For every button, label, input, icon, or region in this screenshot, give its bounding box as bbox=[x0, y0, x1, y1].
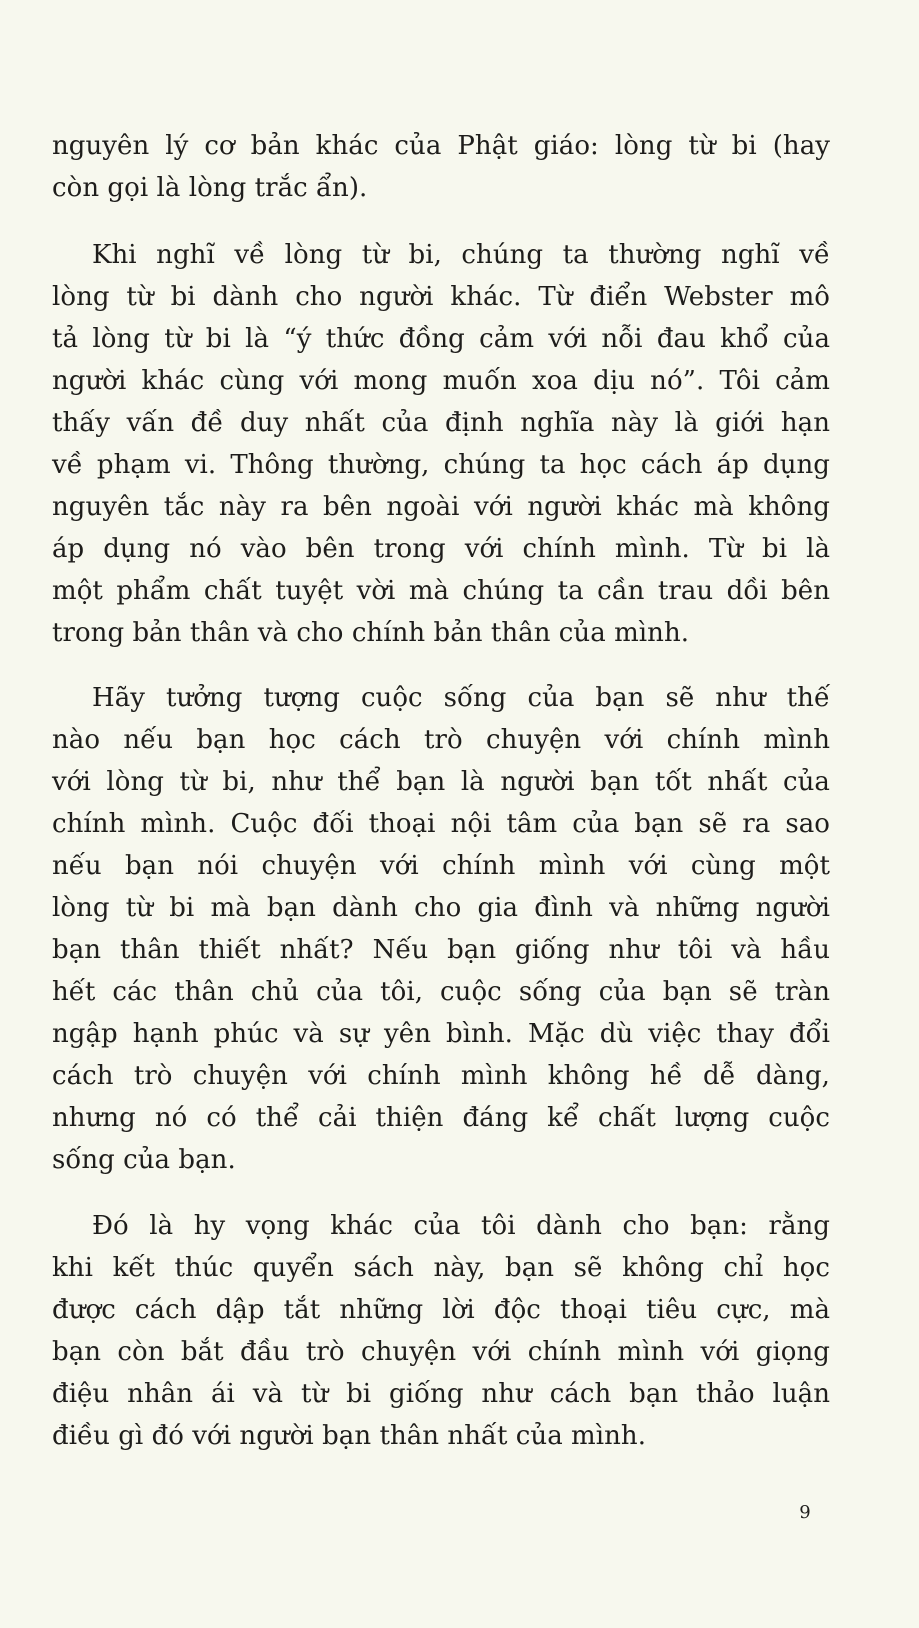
text-line: Khi nghĩ về lòng từ bi, chúng ta thường nghĩ về bbox=[92, 240, 830, 270]
text-line: một phẩm chất tuyệt vời mà chúng ta cần trau dồi bên bbox=[52, 576, 830, 606]
text-line: tả lòng từ bi là “ý thức đồng cảm với nỗi đau khổ của bbox=[52, 324, 830, 354]
text-line: với lòng từ bi, như thể bạn là người bạn tốt nhất của bbox=[52, 767, 830, 797]
text-line: Đó là hy vọng khác của tôi dành cho bạn: rằng bbox=[92, 1211, 830, 1241]
text-line: sống của bạn. bbox=[52, 1145, 236, 1175]
text-line: trong bản thân và cho chính bản thân của mình. bbox=[52, 618, 690, 648]
text-line: được cách dập tắt những lời độc thoại tiêu cực, mà bbox=[52, 1295, 830, 1325]
page-number: 9 bbox=[799, 1502, 811, 1523]
text-line: người khác cùng với mong muốn xoa dịu nó”. Tôi cảm bbox=[52, 366, 830, 396]
text-line: bạn thân thiết nhất? Nếu bạn giống như tôi và hầu bbox=[52, 935, 830, 965]
text-line: nếu bạn nói chuyện với chính mình với cùng một bbox=[52, 851, 830, 881]
text-line: lòng từ bi dành cho người khác. Từ điển Webster mô bbox=[52, 282, 830, 312]
text-line: ngập hạnh phúc và sự yên bình. Mặc dù việc thay đổi bbox=[52, 1019, 830, 1049]
text-line: hết các thân chủ của tôi, cuộc sống của bạn sẽ tràn bbox=[52, 977, 830, 1007]
text-line: bạn còn bắt đầu trò chuyện với chính mình với giọng bbox=[52, 1337, 830, 1367]
text-line: điệu nhân ái và từ bi giống như cách bạn thảo luận bbox=[52, 1379, 830, 1409]
text-line: lòng từ bi mà bạn dành cho gia đình và những người bbox=[52, 893, 830, 923]
text-line: còn gọi là lòng trắc ẩn). bbox=[52, 173, 368, 203]
text-line: chính mình. Cuộc đối thoại nội tâm của bạn sẽ ra sao bbox=[52, 809, 830, 839]
text-line: cách trò chuyện với chính mình không hề dễ dàng, bbox=[52, 1061, 830, 1091]
text-line: khi kết thúc quyển sách này, bạn sẽ không chỉ học bbox=[52, 1253, 830, 1283]
text-line: áp dụng nó vào bên trong với chính mình. Từ bi là bbox=[52, 534, 830, 564]
text-line: nguyên lý cơ bản khác của Phật giáo: lòng từ bi (hay bbox=[52, 131, 830, 161]
text-line: nguyên tắc này ra bên ngoài với người khác mà không bbox=[52, 492, 830, 522]
text-line: thấy vấn đề duy nhất của định nghĩa này là giới hạn bbox=[52, 408, 830, 438]
text-line: điều gì đó với người bạn thân nhất của mình. bbox=[52, 1421, 647, 1451]
text-line: nhưng nó có thể cải thiện đáng kể chất lượng cuộc bbox=[52, 1103, 830, 1133]
text-line: về phạm vi. Thông thường, chúng ta học cách áp dụng bbox=[52, 450, 830, 480]
text-line: Hãy tưởng tượng cuộc sống của bạn sẽ như thế bbox=[92, 683, 830, 713]
text-line: nào nếu bạn học cách trò chuyện với chính mình bbox=[52, 725, 830, 755]
